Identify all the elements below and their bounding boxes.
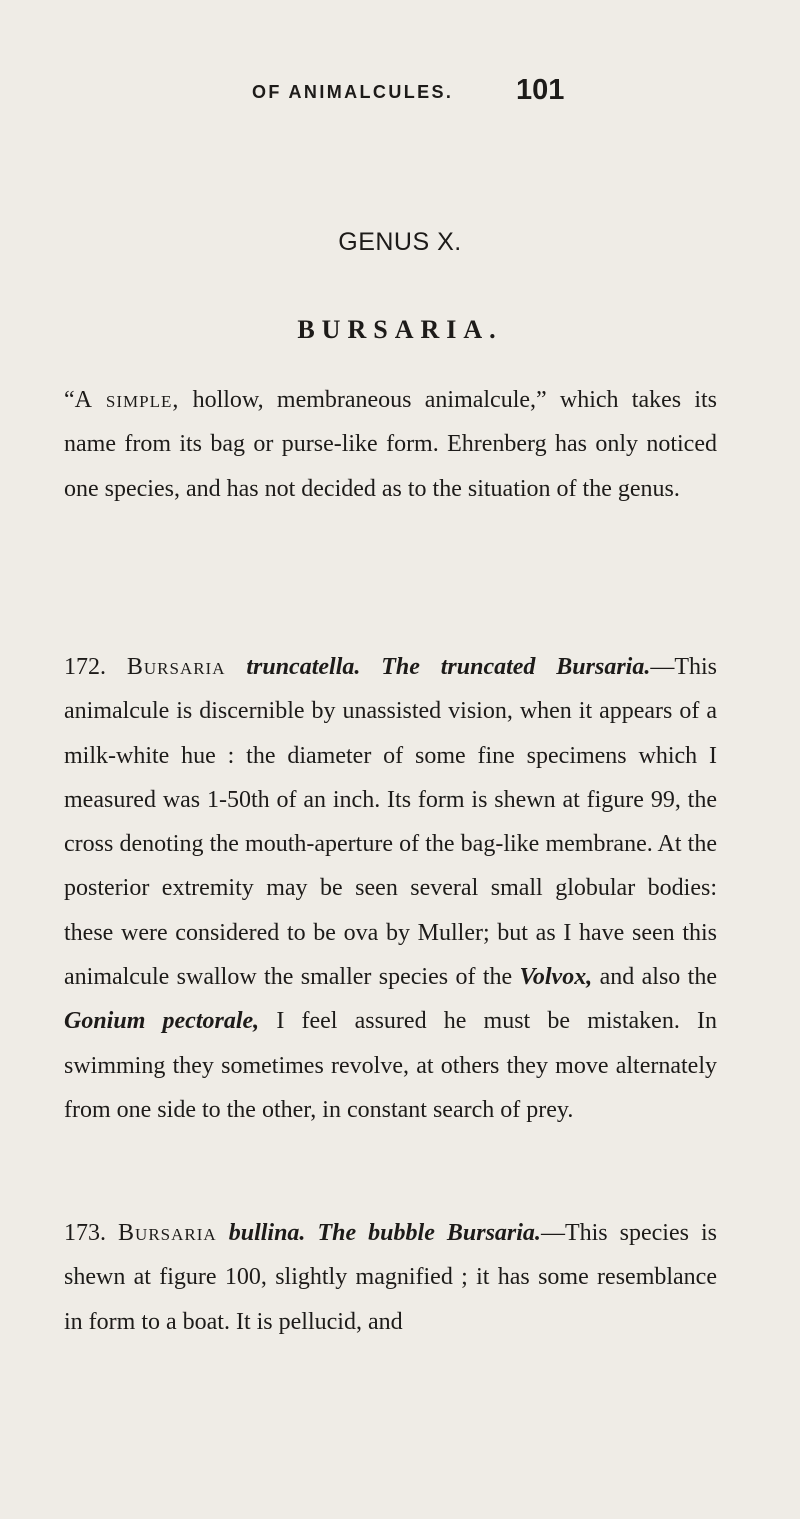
intro-open-quote: “ [64, 387, 75, 413]
species-172-common-name: The truncated Bursaria. [360, 654, 651, 680]
running-title: OF ANIMALCULES. [252, 82, 454, 102]
intro-text: hollow, membraneous animalcule,” which takes its name from its bag or purse-like form. Ehrenberg has only noticed one species, and has not decided as to the situation of the genus. [64, 387, 717, 502]
species-172-paragraph [64, 645, 717, 1132]
species-173-species-name: bullina. [216, 1220, 306, 1246]
running-head [0, 74, 800, 120]
page-number: 101 [516, 74, 565, 106]
species-172-species-name: truncatella. [225, 654, 361, 680]
species-172-text-3: I feel assured he must be mistaken. In swimming they sometimes revolve, at others they move alternately from one side to the other, in constant search of prey. [64, 1008, 717, 1123]
species-172-text-1: —This animalcule is discernible by unassisted vision, when it appears of a milk-white hue : the diameter of some fine specimens which I measured was 1-50th of an inch. Its form is shewn at figure 99, the cross denoting the mouth-aperture of the bag-like membrane. At the posterior extremity may be seen several small globular bodies: these were considered to be ova by Muller; but as I have seen this animalcule swallow the smaller species of the [64, 654, 717, 991]
species-172-text-2: and also the [592, 964, 717, 991]
volvox-name: Volvox, [519, 964, 593, 991]
species-172-genus: Bursaria [126, 654, 226, 680]
species-172-number: 172. [64, 654, 127, 680]
species-173-number: 173. [64, 1220, 119, 1246]
species-173-text: —This species is shewn at figure 100, slightly magnified ; it has some resemblance in form to a boat. It is pellucid, and [64, 1220, 718, 1335]
species-173-paragraph [64, 1211, 717, 1344]
species-173-common-name: The bubble Bursaria. [305, 1220, 541, 1246]
species-173-genus: Bursaria [118, 1220, 217, 1246]
intro-paragraph [64, 378, 717, 511]
gonium-name: Gonium pectorale, [64, 1008, 260, 1035]
intro-smallcaps-lead: A simple, [74, 387, 180, 413]
genus-heading: GENUS X. [338, 228, 462, 256]
genus-name: BURSARIA. [297, 315, 503, 344]
